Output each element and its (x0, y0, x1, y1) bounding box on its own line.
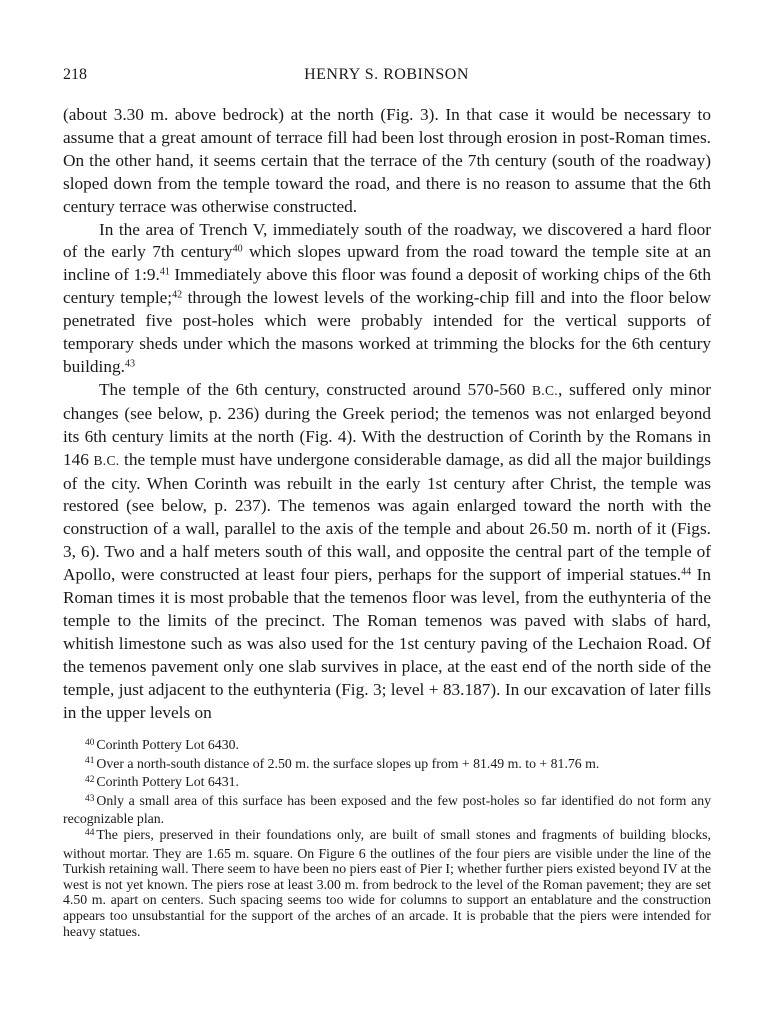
footnote-number: 43 (85, 793, 95, 804)
body-text (63, 104, 711, 724)
paragraph-2-text-a: In the area of Trench V, immediately south of the roadway, we discovered a hard floor of the early 7th century (63, 219, 711, 262)
paragraph-2-text-d: through the lowest levels of the working-chip fill and into the floor below penetrated five post-holes which were probably intended for the vertical supports of temporary sheds under which the masons worked at trimming the blocks for the 6th century building. (63, 288, 711, 376)
footnote-ref-41: 41 (159, 266, 170, 278)
footnote-ref-40: 40 (232, 243, 243, 255)
paragraph-2-text-b: which slopes upward from the road toward the temple site at an incline of 1:9. (63, 242, 711, 285)
footnote-40 (63, 737, 711, 756)
footnote-number: 40 (85, 737, 95, 748)
footnote-44 (63, 827, 711, 939)
footnote-ref-42: 42 (172, 289, 183, 301)
running-head: HENRY S. ROBINSON (304, 66, 469, 83)
footnote-text: Corinth Pottery Lot 6430. (96, 737, 239, 752)
footnote-43 (63, 793, 711, 827)
paragraph-3-text-d: In Roman times it is most probable that the temenos floor was level, from the euthynteria of the temple to the limits of the precinct. The Roman temenos was paved with slabs of hard, whitish limestone such as was also used for the 1st century paving of the Lechaion Road. Of the temenos pavement only one slab survives in place, at the east end of the north side of the temple, just adjacent to the euthynteria (Fig. 3; level + 83.187). In our excavation of later fills in the upper levels on (63, 565, 712, 722)
footnote-text: Corinth Pottery Lot 6431. (96, 774, 239, 790)
footnote-text: Over a north-south distance of 2.50 m. the surface slopes up from + 81.49 m. to + 81.76 m. (96, 755, 600, 771)
footnote-41 (63, 756, 711, 775)
paragraph-3 (63, 379, 711, 725)
page-number: 218 (63, 66, 87, 83)
footnote-text: The piers, preserved in their foundations only, are built of small stones and fragments of building blocks, without mortar. They are 1.65 m. square. On Figure 6 the outlines of the four piers are visible under the line of the Turkish retaining wall. There seem to have been no piers east of Pier I; whether further piers existed beyond IV at the west is not yet known. The piers rose at least 3.00 m. from bedrock to the level of the Roman pavement; they are set 4.50 m. apart on centers. Such spacing seems too wide for columns to support an entablature and the construction appears too unsubstantial for the support of the arches of an arcade. It is probable that the piers were intended for heavy statues. (63, 826, 712, 939)
paragraph-3-text-c: the temple must have undergone considerable damage, as did all the major buildings of the city. When Corinth was rebuilt in the early 1st century after Christ, the temple was restored (see below, p. 237). The temenos was again enlarged toward the north with the construction of a wall, parallel to the axis of the temple and about 26.50 m. north of it (Figs. 3, 6). Two and a half meters south of this wall, and opposite the central part of the temple of Apollo, were constructed at least four piers, perhaps for the support of imperial statues. (63, 449, 711, 585)
era-abbreviation: B.C. (93, 452, 120, 468)
paragraph-1: (about 3.30 m. above bedrock) at the north (Fig. 3). In that case it would be necessary to assume that a great amount of terrace fill had been lost through erosion in post-Roman times. On the other hand, it seems certain that the terrace of the 7th century (south of the roadway) sloped down from the temple toward the road, and there is no reason to assume that the 6th century terrace was otherwise constructed. (63, 105, 711, 216)
paragraph-2-text-c: Immediately above this floor was found a deposit of working chips of the 6th century temple; (63, 265, 711, 308)
footnote-ref-44: 44 (681, 566, 692, 578)
footnotes (63, 737, 711, 939)
paragraph-2 (63, 219, 711, 379)
footnote-number: 44 (85, 827, 95, 838)
page-header (63, 66, 710, 90)
footnote-ref-43: 43 (124, 358, 135, 370)
footnote-42 (63, 774, 711, 793)
paragraph-3-text-b: , suffered only minor changes (see below, p. 236) during the Greek period; the temenos was not enlarged beyond its 6th century limits at the north (Fig. 4). With the destruction of Corinth by the Romans in 146 (63, 379, 711, 469)
footnote-number: 41 (85, 756, 95, 767)
era-abbreviation: B.C. (532, 382, 558, 398)
paragraph-3-text-a: The temple of the 6th century, constructed around 570-560 (99, 379, 533, 399)
footnote-text: Only a small area of this surface has been exposed and the few post-holes so far identified do not form any recognizable plan. (63, 792, 711, 827)
footnote-number: 42 (85, 774, 95, 785)
